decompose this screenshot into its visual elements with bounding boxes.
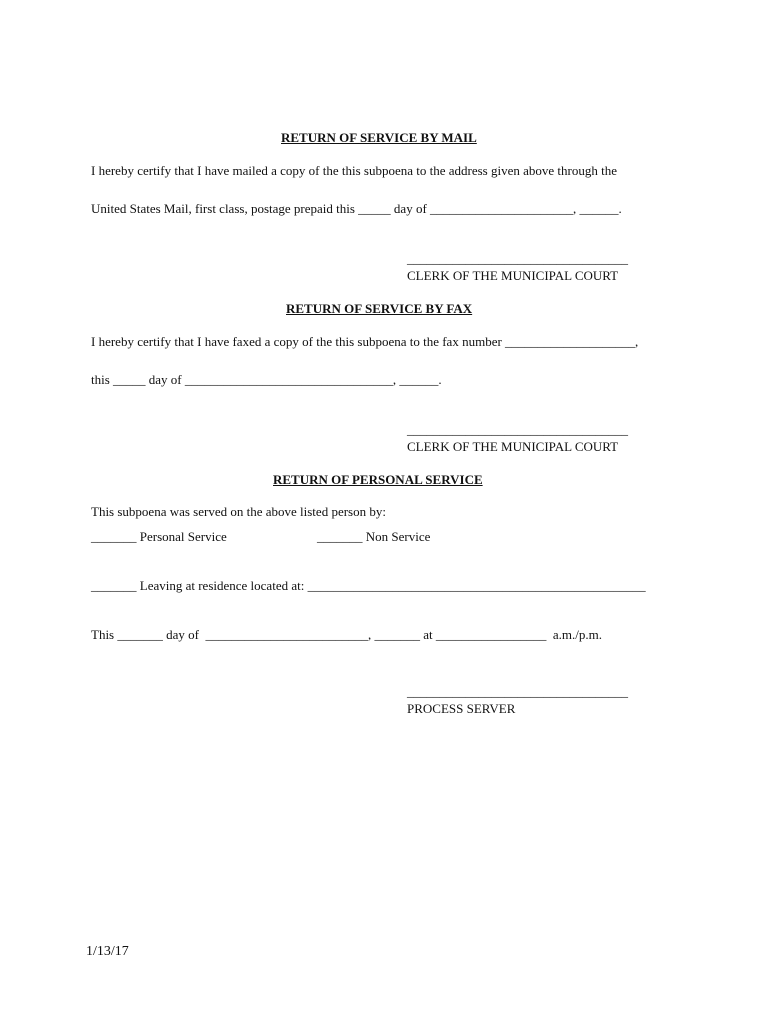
mail-heading: RETURN OF SERVICE BY MAIL (281, 130, 477, 145)
process-server-title: PROCESS SERVER (407, 701, 516, 716)
fax-signature-title: CLERK OF THE MUNICIPAL COURT (407, 439, 619, 454)
process-server-signature-line: __________________________________ (407, 684, 628, 699)
mail-signature-title: CLERK OF THE MUNICIPAL COURT (407, 268, 619, 283)
fax-certify-line-1: I hereby certify that I have faxed a copy of the this subpoena to the fax number ____________________, (91, 334, 639, 349)
mail-signature-line: __________________________________ (407, 251, 628, 266)
mail-certify-line-2: United States Mail, first class, postage prepaid this _____ day of ______________________, ______. (91, 201, 622, 216)
footer-date: 1/13/17 (86, 944, 129, 959)
option-non-service: _______ Non Service (317, 529, 431, 544)
service-date-line: This _______ day of _________________________, _______ at _________________ a.m./p.m. (91, 627, 602, 642)
mail-certify-line-1: I hereby certify that I have mailed a copy of the this subpoena to the address given above through the (91, 163, 617, 178)
personal-intro: This subpoena was served on the above listed person by: (91, 504, 386, 519)
personal-heading: RETURN OF PERSONAL SERVICE (273, 472, 483, 487)
option-personal-service: _______ Personal Service (91, 529, 227, 544)
fax-certify-line-2: this _____ day of ________________________________, ______. (91, 372, 442, 387)
option-leaving-at-residence: _______ Leaving at residence located at: ____________________________________________________ (91, 578, 646, 593)
fax-signature-line: __________________________________ (407, 422, 628, 437)
fax-heading: RETURN OF SERVICE BY FAX (286, 301, 473, 316)
